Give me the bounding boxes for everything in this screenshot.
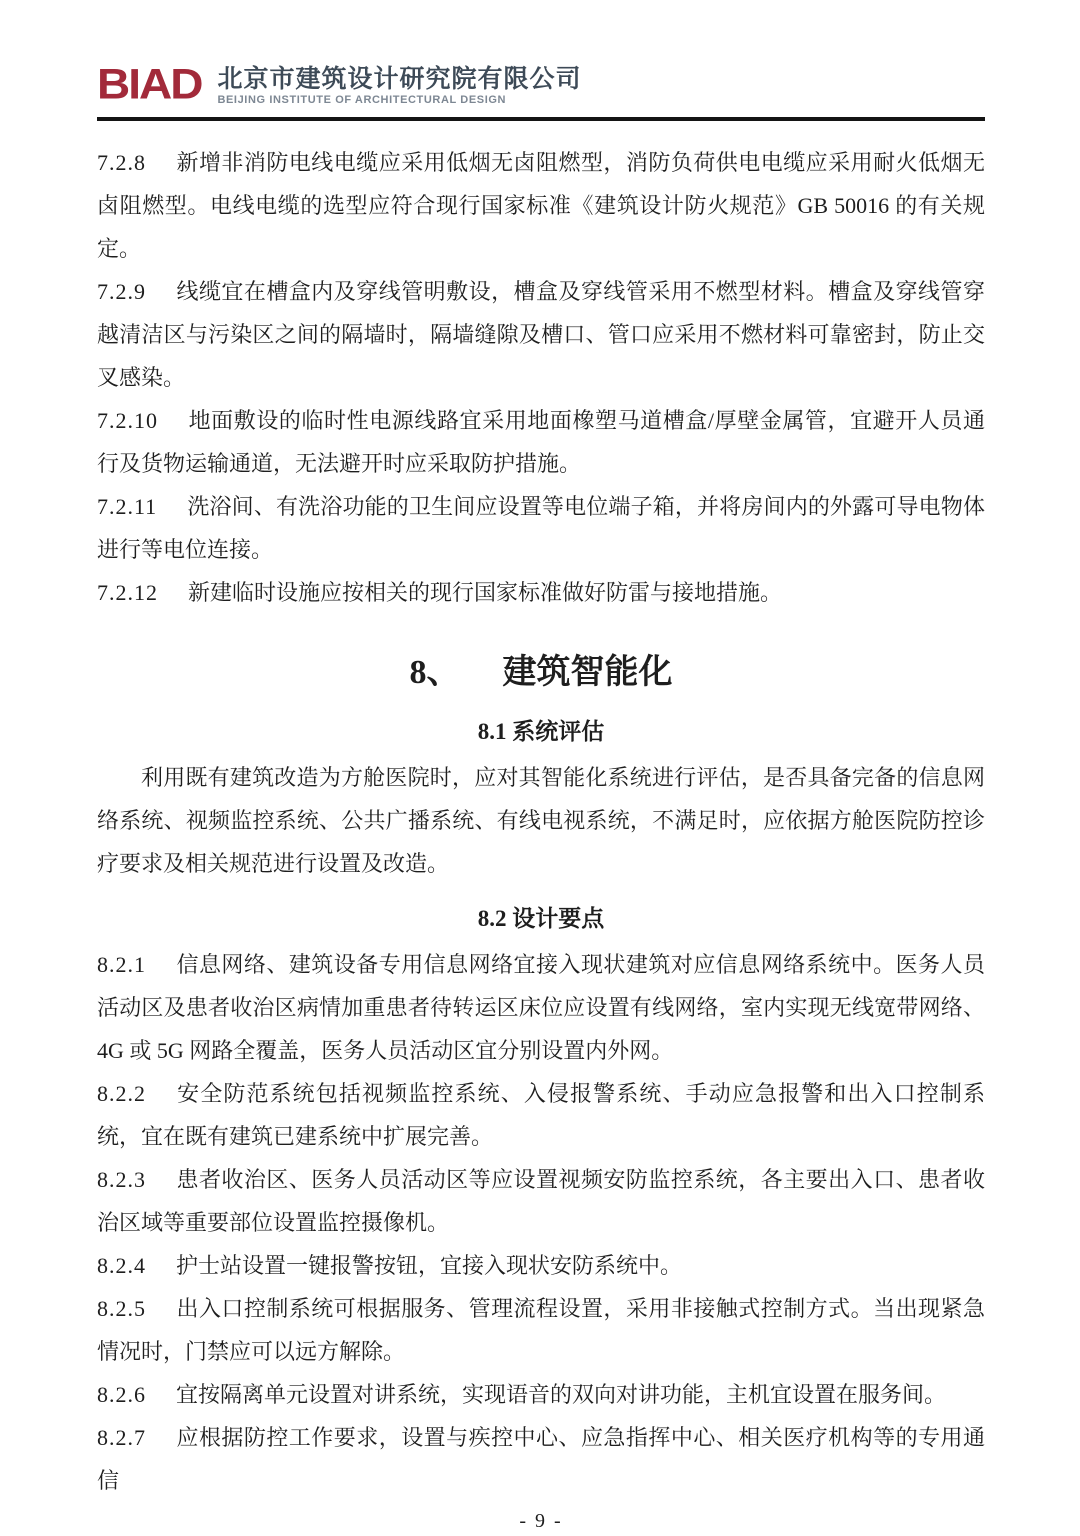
clause-paragraph	[97, 1373, 985, 1416]
header-brand-row	[97, 60, 985, 110]
clause-paragraph	[97, 1416, 985, 1502]
clause-number: 8.2.1	[97, 952, 146, 977]
clause-text: 新建临时设施应按相关的现行国家标准做好防雷与接地措施。	[188, 580, 783, 605]
clause-paragraph	[97, 1287, 985, 1373]
clause-paragraph	[97, 141, 985, 270]
clause-number: 7.2.12	[97, 580, 158, 605]
clause-number: 7.2.9	[97, 279, 146, 304]
clause-number: 7.2.11	[97, 494, 158, 519]
clause-text: 安全防范系统包括视频监控系统、入侵报警系统、手动应急报警和出入口控制系统，宜在既有建筑已建系统中扩展完善。	[97, 1081, 985, 1149]
clause-number: 8.2.3	[97, 1167, 146, 1192]
clause-text: 宜按隔离单元设置对讲系统，实现语音的双向对讲功能，主机宜设置在服务间。	[176, 1382, 947, 1407]
clause-paragraph	[97, 943, 985, 1072]
clause-number: 8.2.5	[97, 1296, 146, 1321]
company-name-cn: 北京市建筑设计研究院有限公司	[217, 65, 582, 93]
clause-text: 患者收治区、医务人员活动区等应设置视频安防监控系统，各主要出入口、患者收治区域等重要部位设置监控摄像机。	[97, 1167, 985, 1235]
biad-logo: BIAD	[97, 60, 202, 108]
clause-text: 护士站设置一键报警按钮，宜接入现状安防系统中。	[176, 1253, 683, 1278]
clause-text: 线缆宜在槽盒内及穿线管明敷设，槽盒及穿线管采用不燃型材料。槽盒及穿线管穿越清洁区与污染区之间的隔墙时，隔墙缝隙及槽口、管口应采用不燃材料可靠密封，防止交叉感染。	[97, 279, 985, 390]
section-title: 建筑智能化	[502, 654, 673, 691]
document-body	[0, 129, 1080, 1536]
section-number: 8、	[409, 654, 461, 691]
clause-number: 8.2.4	[97, 1253, 146, 1278]
subsection-heading-8-1: 8.1 系统评估	[477, 719, 605, 744]
clause-paragraph	[97, 1158, 985, 1244]
clause-paragraph	[97, 270, 985, 399]
clause-list-7	[97, 141, 985, 614]
clause-paragraph	[97, 1244, 985, 1287]
page-number: - 9 -	[519, 1510, 563, 1532]
clause-number: 7.2.8	[97, 150, 146, 175]
clause-number: 8.2.2	[97, 1081, 146, 1106]
clause-paragraph	[97, 571, 985, 614]
company-name-block	[217, 64, 581, 107]
subsection-heading-8-2: 8.2 设计要点	[477, 906, 605, 931]
clause-paragraph	[97, 485, 985, 571]
clause-text: 应根据防控工作要求，设置与疾控中心、应急指挥中心、相关医疗机构等的专用通信	[97, 1425, 985, 1493]
clause-text: 地面敷设的临时性电源线路宜采用地面橡塑马道槽盒/厚壁金属管，宜避开人员通行及货物运输通道，无法避开时应采取防护措施。	[97, 408, 985, 476]
clause-text: 新增非消防电线电缆应采用低烟无卤阻燃型，消防负荷供电电缆应采用耐火低烟无卤阻燃型。电线电缆的选型应符合现行国家标准《建筑设计防火规范》GB 50016 的有关规定。	[97, 150, 985, 261]
clause-number: 8.2.6	[97, 1382, 146, 1407]
clause-paragraph	[97, 1072, 985, 1158]
clause-paragraph	[97, 399, 985, 485]
clause-text: 出入口控制系统可根据服务、管理流程设置，采用非接触式控制方式。当出现紧急情况时，门禁应可以远方解除。	[97, 1296, 985, 1364]
company-name-en: BEIJING INSTITUTE OF ARCHITECTURAL DESIGN	[217, 94, 507, 106]
header-divider	[97, 117, 985, 121]
clause-number: 8.2.7	[97, 1425, 146, 1450]
clause-text: 洗浴间、有洗浴功能的卫生间应设置等电位端子箱，并将房间内的外露可导电物体进行等电位连接。	[97, 494, 985, 562]
clause-number: 7.2.10	[97, 408, 158, 433]
page-footer	[97, 1506, 985, 1536]
section-heading	[97, 648, 985, 698]
clause-list-8	[97, 943, 985, 1502]
page-header	[0, 0, 1080, 121]
section-8-1-paragraph: 利用既有建筑改造为方舱医院时，应对其智能化系统进行评估，是否具备完备的信息网络系统、视频监控系统、公共广播系统、有线电视系统，不满足时，应依据方舱医院防控诊疗要求及相关规范进行设置及改造。	[97, 765, 985, 876]
clause-text: 信息网络、建筑设备专用信息网络宜接入现状建筑对应信息网络系统中。医务人员活动区及患者收治区病情加重患者待转运区床位应设置有线网络，室内实现无线宽带网络、4G 或 5G 网路全覆盖，医务人员活动区宜分别设置内外网。	[97, 952, 985, 1063]
